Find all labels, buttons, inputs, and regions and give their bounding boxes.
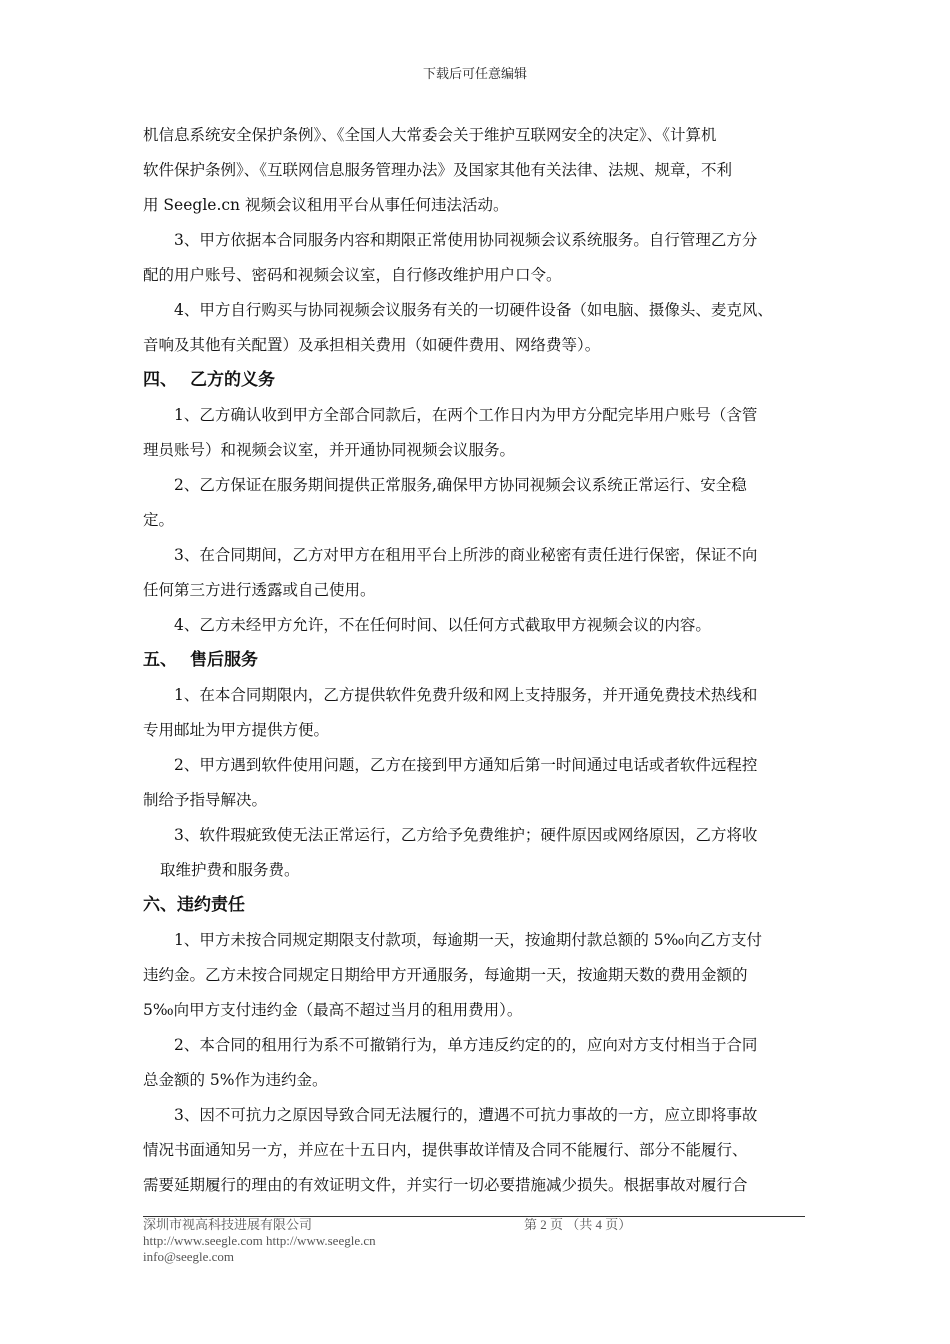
section-heading-breach-liability: 六、违约责任 <box>143 895 245 915</box>
clause-4-line: 4、甲方自行购买与协同视频会议服务有关的一切硬件设备（如电脑、摄像头、麦克风、 <box>174 301 773 319</box>
paragraph-line: 需要延期履行的理由的有效证明文件，并实行一切必要措施减少损失。根据事故对履行合 <box>143 1176 748 1194</box>
footer-company: 深圳市视高科技进展有限公司 <box>143 1217 313 1232</box>
section-heading-party-b-obligations <box>143 363 808 398</box>
document-body <box>143 118 808 1203</box>
paragraph-line: 定。 <box>143 511 175 529</box>
paragraph-line: 总金额的 5%作为违约金。 <box>143 1071 328 1089</box>
paragraph-line: 机信息系统安全保护条例》、《全国人大常委会关于维护互联网安全的决定》、《计算机 <box>143 126 717 144</box>
clause-line: 2、乙方保证在服务期间提供正常服务,确保甲方协同视频会议系统正常运行、安全稳 <box>174 476 747 494</box>
section-heading-after-sales <box>143 643 808 678</box>
paragraph-line: 软件保护条例》、《互联网信息服务管理办法》及国家其他有关法律、法规、规章，不利 <box>143 161 733 179</box>
clause-line: 2、甲方遇到软件使用问题，乙方在接到甲方通知后第一时间通过电话或者软件远程控 <box>174 756 758 774</box>
page-number: 第 2 页 （共 4 页） <box>524 1217 632 1232</box>
paragraph-line: 5‰向甲方支付违约金（最高不超过当月的租用费用）。 <box>143 1001 523 1019</box>
clause-line: 3、软件瑕疵致使无法正常运行，乙方给予免费维护；硬件原因或网络原因，乙方将收 <box>174 826 758 844</box>
footer-urls: http://www.seegle.com http://www.seegle.cn <box>143 1233 376 1248</box>
paragraph-line: 配的用户账号、密码和视频会议室，自行修改维护用户口令。 <box>143 266 562 284</box>
clause-line: 2、本合同的租用行为系不可撤销行为，单方违反约定的的，应向对方支付相当于合同 <box>174 1036 758 1054</box>
paragraph-line: 专用邮址为甲方提供方便。 <box>143 721 330 739</box>
clause-line: 1、在本合同期限内，乙方提供软件免费升级和网上支持服务，并开通免费技术热线和 <box>174 686 758 704</box>
paragraph-line: 违约金。乙方未按合同规定日期给甲方开通服务，每逾期一天，按逾期天数的费用金额的 <box>143 966 748 984</box>
paragraph-line: 制给予指导解决。 <box>143 791 268 809</box>
page-header: 下载后可任意编辑 <box>422 67 527 82</box>
paragraph-line: 取维护费和服务费。 <box>160 861 300 879</box>
paragraph-line: 音响及其他有关配置）及承担相关费用（如硬件费用、网络费等）。 <box>143 336 601 354</box>
footer-email: info@seegle.com <box>143 1249 235 1264</box>
paragraph-line: 情况书面通知另一方，并应在十五日内，提供事故详情及合同不能履行、部分不能履行、 <box>143 1141 748 1159</box>
section-number: 四、 <box>143 370 177 390</box>
clause-line: 1、乙方确认收到甲方全部合同款后，在两个工作日内为甲方分配完毕用户账号（含管 <box>174 406 758 424</box>
paragraph-line: 任何第三方进行透露或自己使用。 <box>143 581 376 599</box>
clause-line: 1、甲方未按合同规定期限支付款项，每逾期一天，按逾期付款总额的 5‰向乙方支付 <box>174 931 762 949</box>
section-title: 售后服务 <box>190 650 258 670</box>
section-number: 五、 <box>143 650 177 670</box>
clause-line: 4、乙方未经甲方允许，不在任何时间、以任何方式截取甲方视频会议的内容。 <box>174 616 711 634</box>
clause-3-line: 3、甲方依据本合同服务内容和期限正常使用协同视频会议系统服务。自行管理乙方分 <box>174 231 758 249</box>
paragraph-line: 用 Seegle.cn 视频会议租用平台从事任何违法活动。 <box>143 196 509 214</box>
page-footer <box>143 1217 808 1265</box>
paragraph-line: 理员账号）和视频会议室，并开通协同视频会议服务。 <box>143 441 516 459</box>
clause-line: 3、因不可抗力之原因导致合同无法履行的，遭遇不可抗力事故的一方，应立即将事故 <box>174 1106 758 1124</box>
clause-line: 3、在合同期间，乙方对甲方在租用平台上所涉的商业秘密有责任进行保密，保证不向 <box>174 546 758 564</box>
section-title: 乙方的义务 <box>190 370 275 390</box>
